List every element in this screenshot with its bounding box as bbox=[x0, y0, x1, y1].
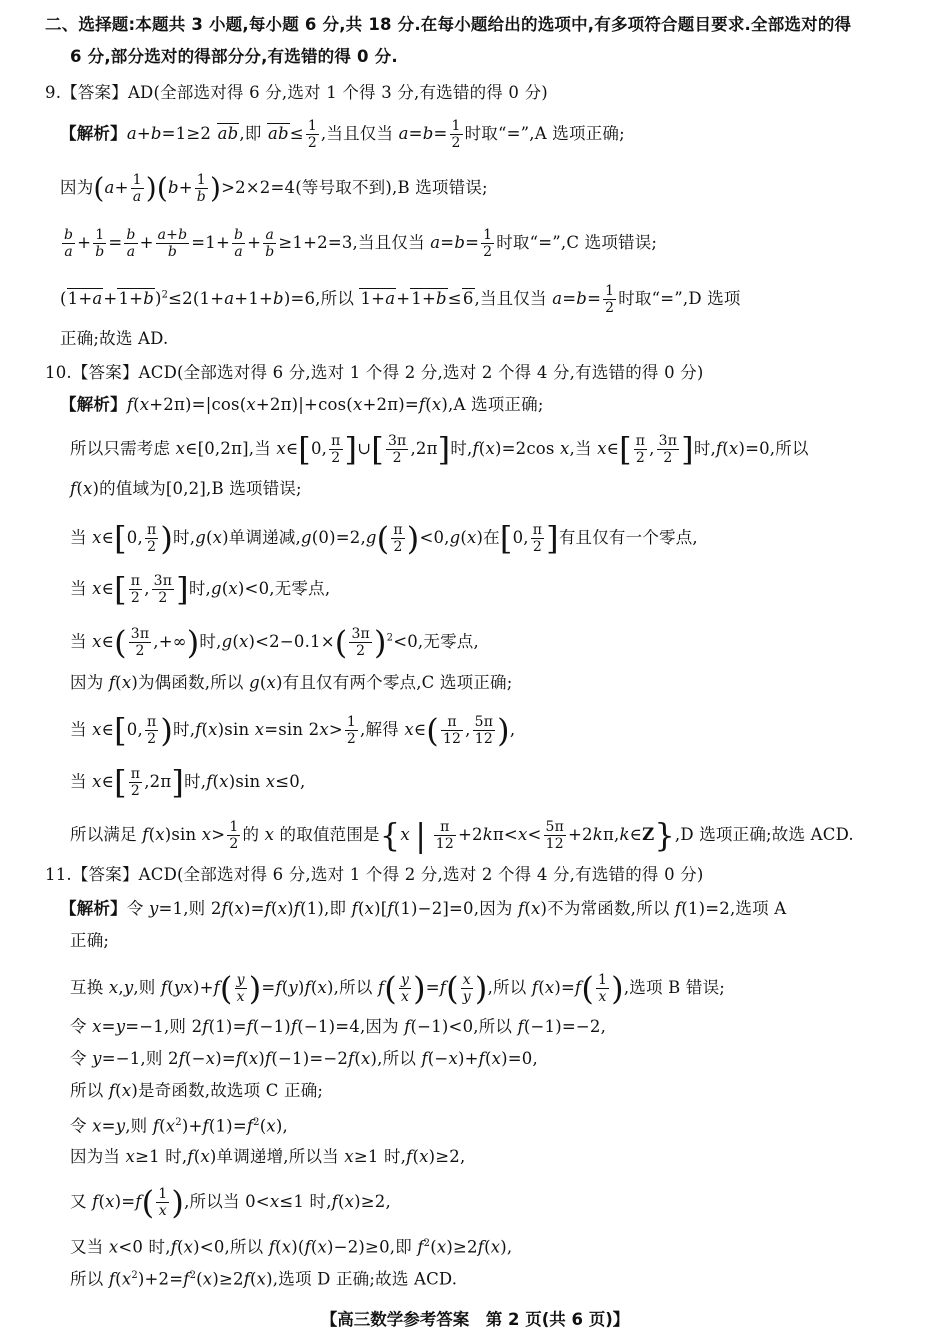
q10-line-6: 当 x∈( $\frac{3\pi}{2}$ ,+∞)时,g(x)<2−0.1×( $\frac{3\pi}{2}$ )$^2$<0,无零点, bbox=[70, 623, 479, 662]
q10-line-8: 当 x∈[0, $\frac{\pi}{2}$ )时,f(x)sin x=sin 2x> $\frac{1}{2}$ ,解得 x∈( $\frac{\pi}{12}$ , $\frac{5\pi}{12}$ ), bbox=[70, 711, 516, 750]
analysis-label: 【解析】 bbox=[60, 899, 127, 918]
q9-line-d: $(1+a+1+b)^2\le 2(1+a+1+b)=6$,所以 1+a+1+b≤6,当且仅当 a=b= $\frac{1}{2}$ 时取“=”,D 选项 bbox=[60, 283, 741, 316]
q11-line-4: 令 x=y=−1,则 2f(1)=f(−1)f(−1)=4,因为 f(−1)<0,所以 f(−1)=−2, bbox=[70, 1017, 607, 1036]
q11-line-2: 正确; bbox=[70, 931, 110, 950]
q11-line-8: 因为当 x≥1 时,f(x)单调递增,所以当 x≥1 时,f(x)≥2, bbox=[70, 1147, 466, 1166]
q10-line-4: 当 x∈[0, $\frac{\pi}{2}$ )时,g(x)单调递减,g(0)=2,g( $\frac{\pi}{2}$ )<0,g(x)在[0, $\frac{\pi}{2}$ ]有且仅有一个零点, bbox=[70, 519, 698, 558]
q10-line-3: f(x)的值域为[0,2],B 选项错误; bbox=[70, 479, 302, 498]
q10-line-1: 【解析】f(x+2π)=|cos(x+2π)|+cos(x+2π)=f(x),A 选项正确; bbox=[60, 395, 544, 414]
q11-line-10: 又当 x<0 时,f(x)<0,所以 f(x)(f(x)−2)≥0,即 $f^2(x)\ge 2f(x)$, bbox=[70, 1237, 513, 1257]
page-footer: 【高三数学参考答案 第 2 页(共 6 页)】 bbox=[320, 1310, 630, 1329]
q9-line-b: 因为(a+ $\frac{1}{a}$ )(b+ $\frac{1}{b}$ )>2×2=4(等号取不到),B 选项错误; bbox=[60, 171, 488, 205]
q11-line-7: 令 x=y,则 $f(x^2)+f(1)=f^2(x)$, bbox=[70, 1116, 288, 1136]
q10-line-2: 所以只需考虑 x∈[0,2π],当 x∈[0, $\frac{\pi}{2}$ ]∪[ $\frac{3\pi}{2}$ ,2π]时,f(x)=2cos x,当 x∈[ $\frac{\pi}{2}$ , $\frac{3\pi}{2}$ ]时,f(x)=0,所以 bbox=[70, 430, 809, 469]
q9-line-c: $\frac{b}{a}$ + $\frac{1}{b}$ = $\frac{b}{a}$ + $\frac{a+b}{b}$ =1+ $\frac{b}{a}$ + $\frac{a}{b}$ ≥1+2=3,当且仅当 a=b= $\frac{1}{2}$ 时取“=”,C 选项错误; bbox=[64, 227, 658, 260]
section-heading-line1: 二、选择题:本题共 3 小题,每小题 6 分,共 18 分.在每小题给出的选项中,有多项符合题目要求.全部选对的得 bbox=[45, 15, 852, 34]
q11-answer: 11.【答案】ACD(全部选对得 6 分,选对 1 个得 2 分,选对 2 个得 4 分,有选错的得 0 分) bbox=[45, 865, 704, 884]
q11-line-6: 所以 f(x)是奇函数,故选项 C 正确; bbox=[70, 1081, 324, 1100]
q9-line-e: 正确;故选 AD. bbox=[60, 329, 169, 348]
section-heading-line2: 6 分,部分选对的得部分分,有选错的得 0 分. bbox=[70, 47, 398, 66]
q11-line-9: 又 f(x)=f( $\frac{1}{x}$ ),所以当 0<x≤1 时,f(x)≥2, bbox=[70, 1183, 391, 1222]
q10-line-7: 因为 f(x)为偶函数,所以 g(x)有且仅有两个零点,C 选项正确; bbox=[70, 673, 513, 692]
q9-answer: 9.【答案】AD(全部选对得 6 分,选对 1 个得 3 分,有选错的得 0 分) bbox=[45, 83, 548, 102]
q11-line-11: 所以 $f(x^2)+2=f^2(x)\ge 2f(x)$,选项 D 正确;故选 ACD. bbox=[70, 1269, 458, 1289]
q11-line-1: 【解析】令 y=1,则 2f(x)=f(x)f(1),即 f(x)[f(1)−2]=0,因为 f(x)不为常函数,所以 f(1)=2,选项 A bbox=[60, 899, 787, 918]
q11-line-3: 互换 x,y,则 f(yx)+f( $\frac{y}{x}$ )=f(y)f(x),所以 f( $\frac{y}{x}$ )=f( $\frac{x}{y}$ ),所以 f(x)=f( $\frac{1}{x}$ ),选项 B 错误; bbox=[70, 969, 726, 1008]
q11-line-5: 令 y=−1,则 2f(−x)=f(x)f(−1)=−2f(x),所以 f(−x)+f(x)=0, bbox=[70, 1049, 538, 1068]
q9-line-a: 【解析】a+b=1≥2 ab,即 ab≤ $\frac{1}{2}$ ,当且仅当 a=b= $\frac{1}{2}$ 时取“=”,A 选项正确; bbox=[60, 118, 625, 151]
q10-line-5: 当 x∈[ $\frac{\pi}{2}$ , $\frac{3\pi}{2}$ ]时,g(x)<0,无零点, bbox=[70, 570, 331, 609]
analysis-label: 【解析】 bbox=[60, 395, 127, 414]
q10-line-10: 所以满足 f(x)sin x> $\frac{1}{2}$ 的 x 的取值范围是{x | $\frac{\pi}{12}$ +2kπ<x< $\frac{5\pi}{12}$ +2kπ,k∈Z},D 选项正确;故选 ACD. bbox=[70, 816, 854, 855]
analysis-label: 【解析】 bbox=[60, 124, 127, 143]
q10-line-9: 当 x∈[ $\frac{\pi}{2}$ ,2π]时,f(x)sin x≤0, bbox=[70, 763, 306, 802]
q10-answer: 10.【答案】ACD(全部选对得 6 分,选对 1 个得 2 分,选对 2 个得 4 分,有选错的得 0 分) bbox=[45, 363, 704, 382]
